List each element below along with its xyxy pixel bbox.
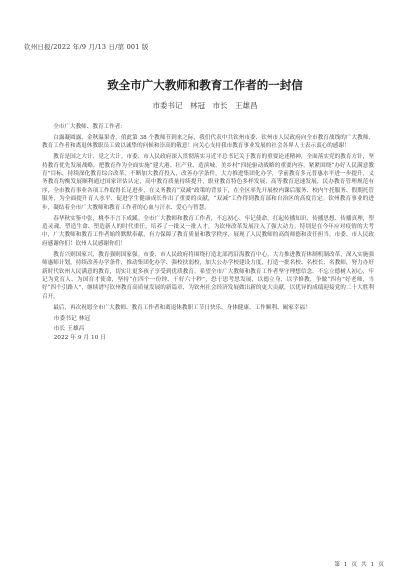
publication-header: 钦州日报/2022 年/9 月/13 日/第 001 版 xyxy=(24,43,149,51)
signature-date: 2022 年 9 月 10 日 xyxy=(53,335,107,342)
paragraph-3: 春华秋实鉴中张，桃李不言下成蹊。全市广大教师和教育工作者，不忘初心、牢记使命，扛起传播知识、传播思想、传播真理，塑造灵魂、塑造生命、塑造新人的时代重任，培养了一批又一批人才，为钦州改革发展注入了强大动力。特别是在今年应对疫情的大考中，广大教师和教育工作者始终默默奉献，有力保障了教育质量和教学秩序，展现了人民教师的高尚师德和责任担当。市委、市人民政府感谢你们！钦州人民感谢你们！ xyxy=(42,215,374,247)
paragraph-4: 教育兴则国家兴，教育强则国家强。市委、市人民政府将围绕打造北部湾沿海教育中心，大力推进教育体制机制改革，深入实施强师惠师计划，持续改善办学条件，推动集团化办学、强校扶弱校，加大公办学校建设力度，打造一批名校、名校长、名教师，努力办好新时代钦州人民满意的教育，切实让更多孩子享受到优质教育。希望全市广大教师和教育工作者坚守理想信念，不忘立德树人初心，牢记为党育人、为国育才使命，坚持“在四个一份钟、干好六十秒”，恐于思考思发展，以德立身，以学修教，争做“四有”好老师，当好“四个引路人”，继续谱写钦州教育高质量发展的新篇章，为钦州社会经济发展做出新的更大贡献，以优异的成绩迎接党的二十大胜利召开。 xyxy=(42,251,374,300)
signature-mayor: 市长 王雄昌 xyxy=(53,325,85,332)
signature-block xyxy=(42,315,374,344)
paragraph-1: 白露凝圆露，金秋温果香。值此第 38 个教师节到来之际，我们代表中共钦州市委、钦州市人民政府向全市教育战线的广大教师、教育工作者和离退休教职员工致以诚挚的问候和崇高的敬意！向关心支持我市教育事业发展的社会各界人士表示衷心的感谢！ xyxy=(42,134,374,150)
page-number: 第 1 页 共 1 页 xyxy=(334,562,384,568)
paragraph-2: 教育是国之大计、党之大计。市委、市人民政府深入贯彻落实习近平总书记关于教育的重要论述精神，全面落实党的教育方针，坚持教育优先发展战略，把教育作为全面实施“建大港、壮产业、造滨城、美乡村”四轮驱动战略的重要内容，紧紧围绕“办好人民满意教育”目标，持续深化教育综合改革，不断加大教育投入，改善办学条件，大力推进集团化办学，学前教育多元普惠水平进一步提升，义务教育均衡发展顺利通过国家评估认定，高中教育质量持续提升，职业教育特色多样发展，高等教育迅速发展，民办教育管理规范有序，全市教育事业各项工作取得长足进步，在义务教育“双减”政策的背景下，在全区率先开展校内课后服务、校内午托服务、假期托管服务，为全面提升育人水平、促进学生健康成长作出了重要的贡献，“双减”工作得到教育部和自治区的高度肯定。钦州教育事业的进步，凝结着全市广大教师和教育工作者的心血与汗水、爱心与智慧。 xyxy=(42,154,374,211)
author-line: 市委书记 林冠 市长 王雄昌 xyxy=(152,101,258,110)
signature-party-secretary: 市委书记 林冠 xyxy=(53,316,91,323)
page-title: 致全市广大教师和教育工作者的一封信 xyxy=(107,78,303,92)
salutation: 全市广大教师、教育工作者： xyxy=(53,124,126,130)
letter-body xyxy=(42,123,374,344)
paragraph-5: 最后，再次祝愿全市广大教师、教育工作者和离退休教职工节日快乐、身体健康、工作顺利、阖家幸福！ xyxy=(53,304,311,311)
